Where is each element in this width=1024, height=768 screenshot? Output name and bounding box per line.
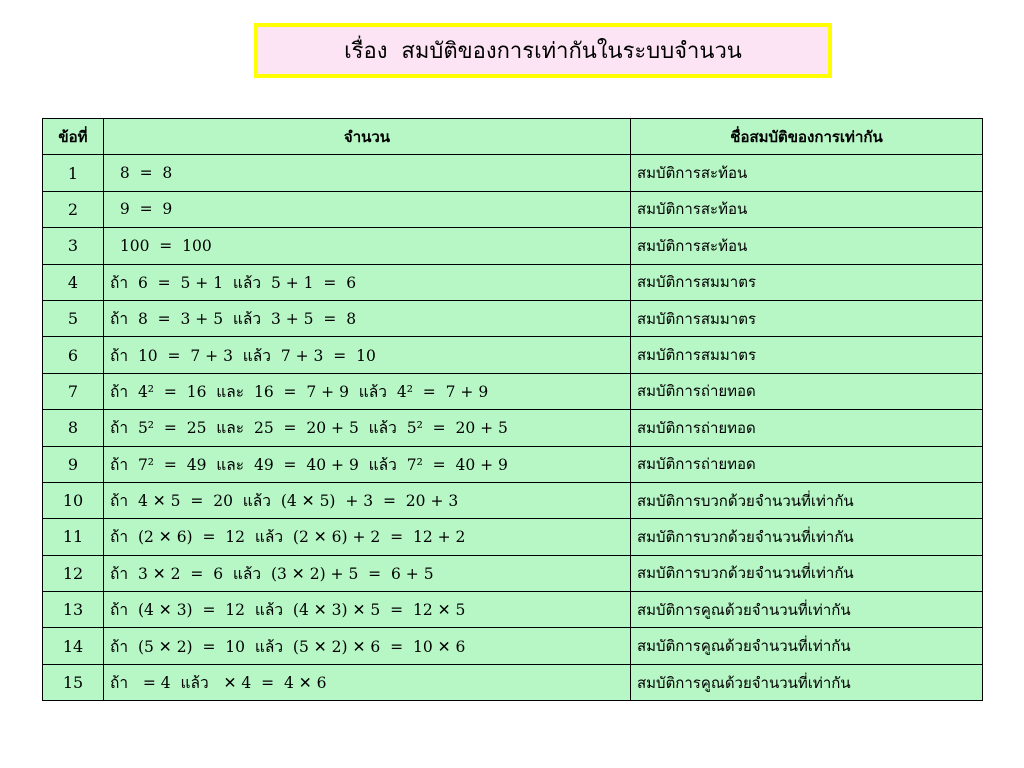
- table-row: [43, 410, 983, 446]
- row-property: สมบัติการสมมาตร: [631, 337, 983, 373]
- row-equation: ถ้า (5 ✕ 2) = 10 แล้ว (5 ✕ 2) ✕ 6 = 10 ✕ 6: [104, 628, 631, 664]
- table-row: [43, 155, 983, 191]
- header-number-expression: จำนวน: [104, 119, 631, 155]
- table-row: [43, 191, 983, 227]
- equality-properties-table: [42, 118, 983, 701]
- row-equation: ถ้า 4² = 16 และ 16 = 7 + 9 แล้ว 4² = 7 + 9: [104, 373, 631, 409]
- row-equation: ถ้า 10 = 7 + 3 แล้ว 7 + 3 = 10: [104, 337, 631, 373]
- row-property: สมบัติการถ่ายทอด: [631, 410, 983, 446]
- table-header-row: [43, 119, 983, 155]
- row-equation: ถ้า 5² = 25 และ 25 = 20 + 5 แล้ว 5² = 20 + 5: [104, 410, 631, 446]
- row-equation: ถ้า (2 ✕ 6) = 12 แล้ว (2 ✕ 6) + 2 = 12 + 2: [104, 519, 631, 555]
- row-number: 9: [43, 446, 104, 482]
- row-number: 5: [43, 300, 104, 336]
- row-number: 3: [43, 228, 104, 264]
- row-number: 7: [43, 373, 104, 409]
- table-row: [43, 628, 983, 664]
- row-property: สมบัติการสะท้อน: [631, 191, 983, 227]
- row-equation: ถ้า = 4 แล้ว ✕ 4 = 4 ✕ 6: [104, 664, 631, 700]
- row-property: สมบัติการบวกด้วยจำนวนที่เท่ากัน: [631, 482, 983, 518]
- table-row: [43, 555, 983, 591]
- row-equation: ถ้า 4 ✕ 5 = 20 แล้ว (4 ✕ 5) + 3 = 20 + 3: [104, 482, 631, 518]
- row-property: สมบัติการถ่ายทอด: [631, 373, 983, 409]
- row-equation: ถ้า 6 = 5 + 1 แล้ว 5 + 1 = 6: [104, 264, 631, 300]
- row-property: สมบัติการถ่ายทอด: [631, 446, 983, 482]
- table-row: [43, 519, 983, 555]
- slide-title: เรื่อง สมบัติของการเท่ากันในระบบจำนวน: [254, 23, 832, 78]
- table-row: [43, 482, 983, 518]
- row-property: สมบัติการสมมาตร: [631, 300, 983, 336]
- row-property: สมบัติการสะท้อน: [631, 155, 983, 191]
- table-row: [43, 228, 983, 264]
- row-number: 12: [43, 555, 104, 591]
- row-equation: ถ้า (4 ✕ 3) = 12 แล้ว (4 ✕ 3) ✕ 5 = 12 ✕ 5: [104, 592, 631, 628]
- row-equation: 100 = 100: [104, 228, 631, 264]
- row-number: 6: [43, 337, 104, 373]
- row-property: สมบัติการสะท้อน: [631, 228, 983, 264]
- row-number: 15: [43, 664, 104, 700]
- row-equation: 8 = 8: [104, 155, 631, 191]
- table-row: [43, 300, 983, 336]
- row-property: สมบัติการสมมาตร: [631, 264, 983, 300]
- row-property: สมบัติการบวกด้วยจำนวนที่เท่ากัน: [631, 555, 983, 591]
- row-equation: ถ้า 7² = 49 และ 49 = 40 + 9 แล้ว 7² = 40 + 9: [104, 446, 631, 482]
- row-property: สมบัติการคูณด้วยจำนวนที่เท่ากัน: [631, 592, 983, 628]
- row-number: 1: [43, 155, 104, 191]
- header-property-name: ชื่อสมบัติของการเท่ากัน: [631, 119, 983, 155]
- row-number: 13: [43, 592, 104, 628]
- row-number: 2: [43, 191, 104, 227]
- row-property: สมบัติการคูณด้วยจำนวนที่เท่ากัน: [631, 628, 983, 664]
- header-item-number: ข้อที่: [43, 119, 104, 155]
- row-number: 8: [43, 410, 104, 446]
- row-equation: 9 = 9: [104, 191, 631, 227]
- row-number: 14: [43, 628, 104, 664]
- row-number: 10: [43, 482, 104, 518]
- row-property: สมบัติการบวกด้วยจำนวนที่เท่ากัน: [631, 519, 983, 555]
- table-row: [43, 592, 983, 628]
- row-property: สมบัติการคูณด้วยจำนวนที่เท่ากัน: [631, 664, 983, 700]
- row-equation: ถ้า 3 ✕ 2 = 6 แล้ว (3 ✕ 2) + 5 = 6 + 5: [104, 555, 631, 591]
- table-row: [43, 337, 983, 373]
- table-row: [43, 446, 983, 482]
- table-row: [43, 664, 983, 700]
- table-row: [43, 264, 983, 300]
- row-number: 4: [43, 264, 104, 300]
- row-number: 11: [43, 519, 104, 555]
- row-equation: ถ้า 8 = 3 + 5 แล้ว 3 + 5 = 8: [104, 300, 631, 336]
- table-row: [43, 373, 983, 409]
